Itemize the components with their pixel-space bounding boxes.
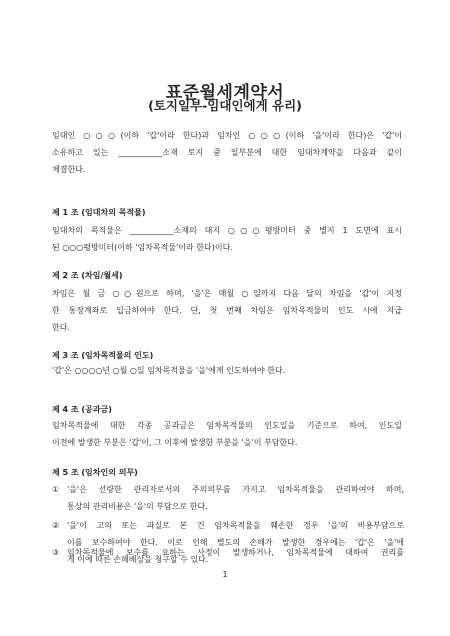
article-3-heading: 제 3 조 (임차목적물의 인도) <box>52 351 154 360</box>
article-line: 된 ○○○평방미터(이하 '임차목적물'이라 한다)이다. <box>52 243 233 252</box>
article-line: '갑'은 ○○○○년 ○월 ○일 임차목적물을 '을'에게 인도하여야 한다. <box>52 366 286 375</box>
intro-line: 체결한다. <box>52 165 86 174</box>
article-2-body <box>52 285 402 336</box>
article-5-heading: 제 5 조 (임차인의 의무) <box>52 468 138 477</box>
article-line: 차임은 월 금 ○○원으로 하며, '을'은 매월 ○일까지 다음 달의 차임을 '갑'이 지정 <box>52 289 402 298</box>
item-line: '을'은 선량한 관리자로서의 주의의무를 가지고 임차목적물을 관리하여야 하며, <box>67 485 404 494</box>
article-line: 이전에 발생한 부분은 '갑'이, 그 이후에 발생한 부분을 '을'이 부담한다. <box>52 438 298 447</box>
article-line: 한다. <box>52 323 70 332</box>
item-line: 통상의 관리비용은 '을'의 부담으로 한다. <box>67 502 208 511</box>
page-number: 1 <box>222 570 228 579</box>
item-line: 이를 보수하여야 한다. 이로 인해 별도의 손해가 발생한 경우에는 '갑'은 '을'에 <box>67 538 404 547</box>
item-line: 임차목적물에 보수를 요하는 사정이 발생하거나, 임차목적물에 대하여 권리를 <box>67 548 404 557</box>
article-line: 임대차의 목적물은 ___________소재의 대지 ○○○평방미터 중 별지 1 도면에 표시 <box>52 226 402 235</box>
article-3-body <box>52 362 402 379</box>
article-2-heading: 제 2 조 (차임/월세) <box>52 271 123 280</box>
intro-line: 임대인 ○○○(이하 '갑'이라 한다)과 임차인 ○○○(이하 '을'이라 한다)은 '갑'이 <box>52 131 402 140</box>
article-4-heading: 제 4 조 (공과금) <box>52 405 112 414</box>
article-line: 한 통장계좌로 입금하여야 한다. 단, 첫 번째 차임은 임차목적물의 인도 시에 지급 <box>52 306 402 315</box>
item-line: 게 이에 따른 손해배상을 청구할 수 있다. <box>67 555 209 564</box>
article-1-body <box>52 222 402 256</box>
item-number: ③ <box>52 548 60 557</box>
item-line: '을'이 고의 또는 과실로 본 건 임차목적물을 훼손한 경우 '을'의 비용부담으로 <box>67 521 404 530</box>
article-1-heading: 제 1 조 (임대차의 목적물) <box>52 208 146 217</box>
article-line: 임차목적물에 대한 각종 공과금은 임차목적물의 인도일을 기준으로 하여, 인도일 <box>52 421 402 430</box>
item-number: ② <box>52 521 60 530</box>
article-4-body <box>52 417 402 451</box>
item-number: ① <box>52 485 60 494</box>
document-subtitle: (토지일부-임대인에게 유리) <box>148 98 302 113</box>
intro-paragraph <box>52 127 402 178</box>
document-title: 표준월세계약서 <box>165 83 285 103</box>
intro-line: 소유하고 있는 ___________소재 토지 중 일부분에 대한 임대차계약을 다음과 같이 <box>52 148 402 157</box>
